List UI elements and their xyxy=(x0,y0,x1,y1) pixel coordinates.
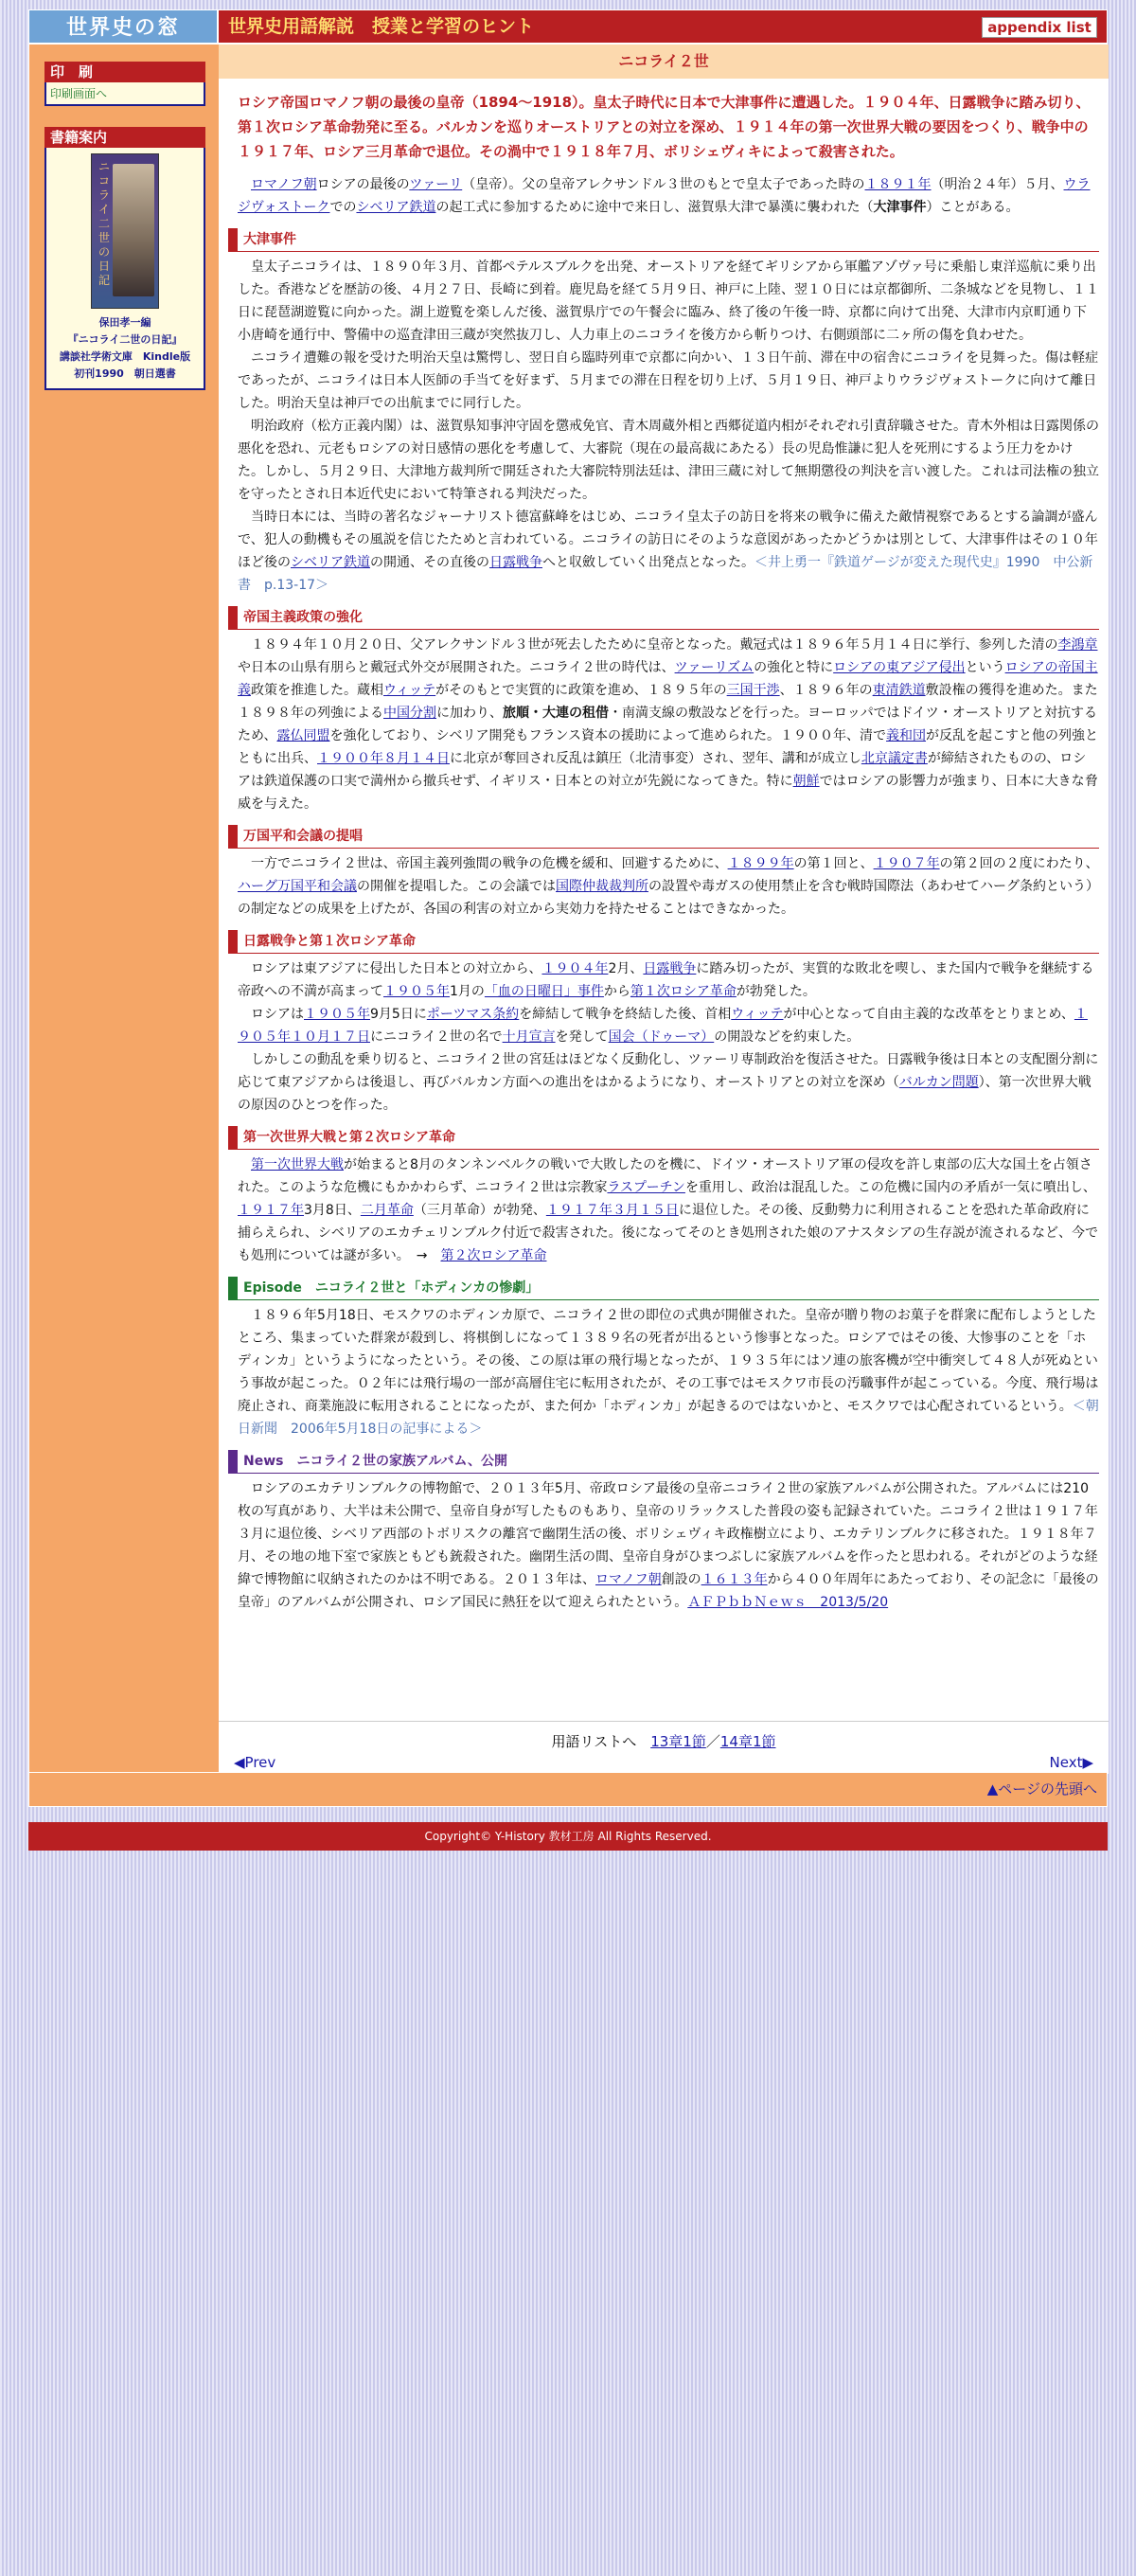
text: に踏み切ったが、実質的な敗北を喫し、また国内で戦争を継続する帝政への不満が高まって xyxy=(238,961,1094,999)
text: を強化しており、シベリア開発もフランス資本の援助によって進められた。１９００年、清で xyxy=(329,728,887,743)
top-bar xyxy=(218,9,1108,44)
text: がそのもとで実質的に政策を進め、１８９５年の xyxy=(435,683,727,698)
prev-link[interactable]: ◀Prev xyxy=(234,1754,276,1771)
paragraph: ニコライ遭難の報を受けた明治天皇は驚愕し、翌日自ら臨時列車で京都に向かい、１３日午前、滞在中の宿舎にニコライを見舞った。傷は軽症であったが、ニコライは日本人医師の手当てを好まず、５月までの滞在日程を切り上げ、５月１９日、神戸よりウラジヴォストークに向けて離日した。明治天皇は神戸での出航までに同行した。 xyxy=(238,350,1099,411)
book-cover-photo xyxy=(113,164,154,296)
section-heading-revolution-1: 日露戦争と第１次ロシア革命 xyxy=(228,930,1099,954)
paragraph xyxy=(238,957,1099,1003)
link-1907[interactable]: １９０７年 xyxy=(873,856,940,871)
site-title: 世界史用語解説 授業と学習のヒント xyxy=(228,16,535,37)
term-list-nav xyxy=(219,1731,1109,1751)
paragraph: 皇太子ニコライは、１８９０年３月、首都ペテルスブルクを出発、オーストリアを経てギリシアから軍艦アゾヴァ号に乗船し東洋巡航に乗り出した。香港などを歴訪の後、４月２７日、長崎に到着。鹿児島を経て５月９日、神戸に上陸、翌１０日には京都御所、二条城などを見物し、１１日に琵琶湖遊覧に向かった。湖上遊覧を楽しんだ後、滋賀県庁での午餐会に臨み、終了後の午後一時、京都に向けて出発、大津市内京町通り下小唐崎を通行中、警備中の巡査津田三蔵が突然抜刀し、人力車上のニコライを後方から斬りつけ、右側頭部に二ヶ所の傷を負わせた。 xyxy=(238,259,1099,343)
lease-bold: 旅順・大連の租借 xyxy=(503,706,609,721)
text: の第２回の２度にわたり、 xyxy=(939,856,1099,871)
section-heading-imperialism: 帝国主義政策の強化 xyxy=(228,606,1099,630)
link-witte[interactable]: ウィッテ xyxy=(731,1007,784,1022)
page-navigation xyxy=(219,1721,1109,1775)
text: の開催を提唱した。この会議では xyxy=(357,879,556,894)
footer: Copyright© Y-History 教材工房 All Rights Reserved. xyxy=(28,1822,1108,1851)
text: や日本の山県有朋らと戴冠式外交が展開された。ニコライ２世の時代は、 xyxy=(238,660,675,675)
link-hague-conference[interactable]: ハーグ万国平和会議 xyxy=(238,879,357,894)
book-heading: 書籍案内 xyxy=(44,127,205,148)
book-spine-title: ニコライ二世の日記 xyxy=(98,160,110,287)
text: が勃発した。 xyxy=(736,984,816,999)
section-heading-news: News ニコライ２世の家族アルバム、公開 xyxy=(228,1450,1099,1474)
book-box xyxy=(44,148,205,390)
link-arbitration-court[interactable]: 国際仲裁裁判所 xyxy=(556,879,648,894)
link-romanov[interactable]: ロマノフ朝 xyxy=(595,1572,662,1587)
text: 敷設権の獲得を進めた。また１８９８年の列強による xyxy=(238,683,1098,721)
link-partition-china[interactable]: 中国分割 xyxy=(383,706,436,721)
link-1905-oct-17[interactable]: １９０５年１０月１７日 xyxy=(238,1007,1088,1045)
site-logo[interactable]: 世界史の窓 xyxy=(28,9,218,44)
link-october-manifesto[interactable]: 十月宣言 xyxy=(502,1029,556,1045)
text: ロシアは東アジアに侵出した日本との対立から、 xyxy=(238,961,542,976)
next-link[interactable]: Next▶ xyxy=(1049,1754,1093,1771)
page-wrapper xyxy=(28,9,1108,1851)
section-heading-wwi: 第一次世界大戦と第２次ロシア革命 xyxy=(228,1126,1099,1150)
text: 、１８９６年の xyxy=(779,683,873,698)
text: を発して xyxy=(555,1029,609,1045)
link-tsarism[interactable]: ツァーリズム xyxy=(674,660,754,675)
link-1905[interactable]: １９０５年 xyxy=(383,984,450,999)
sidebar xyxy=(29,45,219,390)
text: に加わり、 xyxy=(436,706,503,721)
text: ロシアは xyxy=(238,1007,304,1022)
main-area xyxy=(28,44,1108,1773)
link-1905[interactable]: １９０５年 xyxy=(304,1007,370,1022)
link-russo-japanese-war[interactable]: 日露戦争 xyxy=(489,555,542,570)
link-witte[interactable]: ウィッテ xyxy=(383,683,436,698)
link-boxers[interactable]: 義和団 xyxy=(886,728,927,743)
print-heading: 印 刷 xyxy=(44,62,205,82)
text: にニコライ２世の名で xyxy=(370,1029,503,1045)
text: ロシアのエカテリンブルクの博物館で、２０１３年5月、帝政ロシア最後の皇帝ニコライ２世の家族アルバムが公開された。アルバムには210枚の写真があり、大半は未公開で、皇帝自身が写したものもあり、皇帝のリラックスした普段の姿も記録されていた。ニコライ２世は１９１７年３月に退位後、シベリア西部のトボリスクの離宮で幽閉生活の後、ボリシェヴィキ政権樹立により、エカテリンブルクに移された。１９１８年７月、その地の地下室で家族ともども銃殺された。幽閉生活の間、皇帝自身がひまつぶしに家族アルバムを作ったと思われる。それがどのような経緯で博物館に収納されたのかは不明である。２０１３年は、 xyxy=(238,1481,1098,1587)
text xyxy=(238,1157,251,1172)
link-franco-russian-alliance[interactable]: 露仏同盟 xyxy=(276,728,330,743)
page-title: ニコライ２世 xyxy=(219,45,1109,79)
link-rasputin[interactable]: ラスプーチン xyxy=(607,1180,685,1195)
text: に北京が奪回され反乱は鎮圧（北清事変）され、翌年、講和が成立し xyxy=(450,751,861,766)
link-li-hongzhang[interactable]: 李鴻章 xyxy=(1057,637,1098,653)
header xyxy=(28,9,1108,44)
text: ロシアの最後の xyxy=(316,177,410,192)
paragraph: 明治政府（松方正義内閣）は、滋賀県知事沖守固を懲戒免官、青木周蔵外相と西郷従道内相がそれぞれ引責辞職させた。青木外相は日露関係の悪化を恐れ、元老もロシアの対日感情の悪化を考慮して、大審院（現在の最高裁にあたる）長の児島惟謙に犯人を死刑にするよう圧力をかけた。しかし、５月２９日、大津地方裁判所で開廷された大審院特別法廷は、津田三蔵に対して無期懲役の判決を言い渡した。これは司法権の独立を守ったとされ日本近代史において特筆される判決だった。 xyxy=(238,419,1099,502)
link-siberian-railway[interactable]: シベリア鉄道 xyxy=(291,555,370,570)
section-heading-otsu: 大津事件 xyxy=(228,228,1099,252)
link-1891[interactable]: １８９１年 xyxy=(864,177,932,192)
text: 政策を推進した。蔵相 xyxy=(251,683,383,698)
text: での xyxy=(329,200,357,215)
text: を重用し、政治は混乱した。この危機に国内の矛盾が一気に噴出し、 xyxy=(684,1180,1096,1195)
link-vladivostok[interactable]: ウラジヴォストーク xyxy=(238,177,1091,215)
lead-summary: ロシア帝国ロマノフ朝の最後の皇帝（1894～1918）。皇太子時代に日本で大津事件に遭遇した。１９０４年、日露戦争に踏み切り、第１次ロシア革命勃発に至る。バルカンを巡りオーストリアとの対立を深め、１９１４年の第一次世界大戦の要因をつくり、戦争中の１９１７年、ロシア三月革命で退位。その渦中で１９１８年７月、ボリシェヴィキによって殺害された。 xyxy=(238,94,1091,160)
book-info[interactable] xyxy=(50,314,200,383)
text: （三月革命）が勃発、 xyxy=(413,1203,546,1218)
text: 創設の xyxy=(661,1572,701,1587)
book-first-edition: 初刊1990 朝日選書 xyxy=(74,367,176,380)
text: が締結されたものの、ロシアは鉄道保護の口実で満州から撤兵せず、イギリス・日本との対立が先鋭になってきた。特に xyxy=(238,751,1087,789)
paragraph xyxy=(238,1003,1099,1048)
link-boxer-protocol[interactable]: 北京議定書 xyxy=(861,751,928,766)
citation: ＜井上勇一『鉄道ゲージが変えた現代史』1990 中公新書 p.13-17＞ xyxy=(238,555,1093,593)
link-afpbb-news[interactable]: ＡＦＰｂｂＮｅｗｓ 2013/5/20 xyxy=(687,1595,889,1610)
link-triple-intervention[interactable]: 三国干渉 xyxy=(726,683,780,698)
text: （皇帝）。父の皇帝アレクサンドル３世のもとで皇太子であった時の xyxy=(462,177,865,192)
link-second-revolution[interactable]: 第２次ロシア革命 xyxy=(440,1248,547,1263)
print-link[interactable]: 印刷画面へ xyxy=(50,87,108,100)
text: （明治２４年）５月、 xyxy=(931,177,1064,192)
text: の設置や毒ガスの使用禁止を含む戦時国際法（あわせてハーグ条約という）の制定などの成果を上げたが、各国の利害の対立から実効力を持たせることはできなかった。 xyxy=(238,879,1099,917)
link-first-revolution[interactable]: 第１次ロシア革命 xyxy=(630,984,737,999)
link-wwi[interactable]: 第一次世界大戦 xyxy=(251,1157,344,1172)
link-1917-mar-15[interactable]: １９１７年３月１５日 xyxy=(545,1203,679,1218)
link-1917[interactable]: １９１７年 xyxy=(238,1203,304,1218)
text: 当時日本には、当時の著名なジャーナリスト德富蘇峰をはじめ、ニコライ皇太子の訪日を将来の戦争に備えた敵情視察であるとする論調が盛んで、犯人の動機もその風説を信じたためと言われている。ニコライの訪日にそのような意図があったかどうかは別として、大津事件はその１０年ほど後の xyxy=(238,510,1098,570)
text: 2月、 xyxy=(608,961,644,976)
link-portsmouth-treaty[interactable]: ポーツマス条約 xyxy=(426,1007,520,1022)
page-top-link[interactable]: ▲ページの先頭へ xyxy=(986,1780,1097,1798)
text: の開設などを約束した。 xyxy=(714,1029,861,1045)
paragraph xyxy=(238,634,1099,815)
text: の起工式に参加するために途中で来日し、滋賀県大津で暴漢に襲われた（ xyxy=(435,200,874,215)
text: へと収斂していく出発点となった。 xyxy=(542,555,754,570)
content-area xyxy=(219,45,1109,1774)
text: の強化と特に xyxy=(754,660,834,675)
link-korea[interactable]: 朝鮮 xyxy=(792,774,820,789)
paragraph xyxy=(238,1154,1099,1267)
print-box xyxy=(44,82,205,106)
text: ）ことがある。 xyxy=(926,200,1020,215)
link-1904[interactable]: １９０４年 xyxy=(541,961,609,976)
appendix-list-button[interactable]: appendix list xyxy=(982,17,1097,38)
link-siberian-railway[interactable]: シベリア鉄道 xyxy=(356,200,436,215)
text: 9月5日に xyxy=(370,1007,427,1022)
text: から４００年周年にあたっており、その記念に「最後の皇帝」のアルバムが公開され、ロシア国民に熱狂を以て迎えられたという。 xyxy=(238,1572,1099,1610)
citation: ＜朝日新聞 2006年5月18日の記事による＞ xyxy=(238,1399,1099,1437)
link-1899[interactable]: １８９９年 xyxy=(727,856,794,871)
text: しかしこの動乱を乗り切ると、ニコライ２世の宮廷はほどなく反動化し、ツァーリ専制政治を復活させた。日露戦争後は日本との支配圏分割に応じて東アジアからは後退し、再びバルカン方面への進出をはかるようになり、オーストリアとの対立を深め（ xyxy=(238,1052,1099,1090)
text: が中心となって自由主義的な改革をとりまとめ、 xyxy=(783,1007,1074,1022)
text: に退位した。その後、反動勢力に利用されることを恐れた革命政府に捕らえられ、シベリアのエカチェリンブルク付近で殺害された。後になってそのとき処刑された娘のアナスタシアの生存説が流されるなど、今でも処刑については謎が多い。 → xyxy=(238,1203,1099,1263)
paragraph xyxy=(238,1304,1099,1440)
link-february-revolution[interactable]: 二月革命 xyxy=(360,1203,414,1218)
text: を締結して戦争を終結した後、首相 xyxy=(519,1007,732,1022)
chapter-14-1-link[interactable]: 14章1節 xyxy=(719,1733,776,1750)
book-title: 『ニコライ二世の日記』 xyxy=(67,333,183,346)
book-cover-image[interactable] xyxy=(91,153,159,309)
paragraph xyxy=(238,1048,1099,1117)
separator: ／ xyxy=(705,1733,720,1750)
link-tsar[interactable]: ツァーリ xyxy=(409,177,463,192)
link-chinese-eastern-railway[interactable]: 東清鉄道 xyxy=(872,683,926,698)
text: ではロシアの影響力が強まり、日本に大きな脅威を与えた。 xyxy=(238,774,1098,812)
text: １８９６年5月18日、モスクワのホディンカ原で、ニコライ２世の即位の式典が開催された。皇帝が贈り物のお菓子を群衆に配布しようとしたところ、集まっていた群衆が殺到し、将棋倒しになって１３８９名の死者が出るという惨事となった。ロシアではその後、大惨事のことを「ホディンカ」というようになったという。その後、この原は軍の飛行場となったが、１９３５年にはソ連の旅客機が空中衝突して４８人が死ぬという事故が起こった。０２年には飛行場の一部が高層住宅に転用されたが、その工事ではモスクワ市長の汚職事件が起こっている。今度、飛行場は廃止され、商業施設に転用されることになったが、また何か「ホディンカ」が起きるのではないかと、モスクワでは心配されているという。 xyxy=(238,1308,1099,1414)
book-editor: 保田孝一編 xyxy=(98,316,151,329)
section-heading-peace-conference: 万国平和会議の提唱 xyxy=(228,825,1099,849)
text: 1月の xyxy=(450,984,485,999)
text: ・南満支線の敷設などを行った。ヨーロッパではドイツ・オーストリアと対抗するため、 xyxy=(238,706,1098,743)
link-duma[interactable]: 国会（ドゥーマ） xyxy=(608,1029,715,1045)
text: 一方でニコライ２世は、帝国主義列強間の戦争の危機を緩和、回避するために、 xyxy=(238,856,728,871)
link-romanov[interactable]: ロマノフ朝 xyxy=(251,177,317,192)
text: ）、第一次世界大戦の原因のひとつを作った。 xyxy=(238,1075,1092,1113)
link-russian-imperialism[interactable]: ロシアの帝国主義 xyxy=(238,660,1098,698)
paragraph xyxy=(238,1477,1099,1614)
text: 3月8日、 xyxy=(304,1203,361,1218)
link-bloody-sunday[interactable]: 「血の日曜日」事件 xyxy=(484,984,604,999)
otsu-incident-bold: 大津事件 xyxy=(873,200,927,215)
term-list-label: 用語リストへ xyxy=(551,1733,651,1750)
intro-paragraph xyxy=(238,173,1099,219)
chapter-13-1-link[interactable]: 13章1節 xyxy=(650,1733,706,1750)
book-publisher: 講談社学術文庫 Kindle版 xyxy=(59,350,191,363)
text: から xyxy=(603,984,630,999)
link-1900-aug-14[interactable]: １９００年８月１４日 xyxy=(317,751,450,766)
text: が反乱を起こすと他の列強とともに出兵、 xyxy=(238,728,1099,766)
link-1613[interactable]: １６１３年 xyxy=(701,1572,768,1587)
text: １８９４年１０月２０日、父アレクサンドル３世が死去したために皇帝となった。戴冠式は１８９６年５月１４日に挙行、参列した清の xyxy=(238,637,1058,653)
page-top-bar xyxy=(28,1773,1108,1807)
link-russia-east-asia[interactable]: ロシアの東アジア侵出 xyxy=(833,660,966,675)
text: が始まると8月のタンネンベルクの戦いで大敗したのを機に、ドイツ・オーストリア軍の侵攻を許し東部の広大な国土を占領された。このような危機にもかかわらず、ニコライ２世は宗教家 xyxy=(238,1157,1092,1195)
section-heading-episode: Episode ニコライ２世と「ホディンカの惨劇」 xyxy=(228,1277,1099,1300)
paragraph xyxy=(238,506,1099,597)
paragraph xyxy=(238,852,1099,921)
text: の第１回と、 xyxy=(793,856,874,871)
link-russo-japanese-war[interactable]: 日露戦争 xyxy=(643,961,697,976)
text: の開通、その直後の xyxy=(370,555,489,570)
text: という xyxy=(965,660,1005,675)
link-balkan-problem[interactable]: バルカン問題 xyxy=(898,1075,979,1090)
